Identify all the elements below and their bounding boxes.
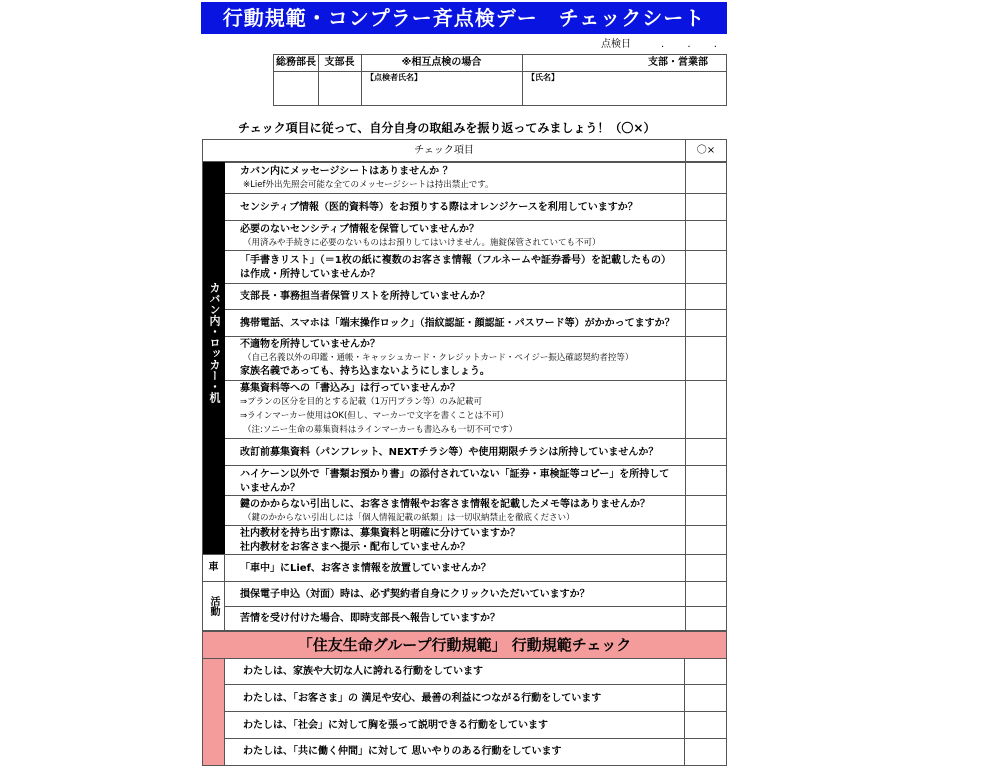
header-ox: 〇× — [685, 140, 726, 162]
approval-header-branch-manager: 支部長 — [324, 57, 355, 68]
ox-cell[interactable] — [685, 380, 726, 438]
ox-cell[interactable] — [685, 554, 726, 581]
approval-header-branch-office: 支部・営業部 — [648, 57, 708, 68]
ox-cell[interactable] — [685, 581, 726, 606]
inspection-date-field[interactable]: . . . — [661, 39, 727, 50]
ox-cell[interactable] — [685, 193, 726, 220]
table-row: 携帯電話、スマホは「端末操作ロック」（指紋認証・顔認証・パスワード等）がかかってますか？ — [225, 309, 685, 336]
table-row: 改訂前募集資料（パンフレット、NEXTチラシ等）や使用期限チラシは所持していませんか？ — [225, 438, 685, 465]
category-car: 車 — [203, 554, 225, 581]
table-row: 不適物を所持していませんか？ （自己名義以外の印鑑・通帳・キャッシュカード・クレジットカード・ペイジー振込確認契約者控等） 家族名義であっても、持ち込まないようにしましょう。 — [225, 336, 685, 380]
ox-cell[interactable] — [685, 250, 726, 283]
table-row: カバン内にメッセージシートはありませんか ？ ※Lief外出先照会可能な全てのメッセージシートは持出禁止です。 — [225, 162, 685, 193]
approval-header-mutual-check: ※相互点検の場合 — [401, 57, 482, 68]
table-row: ハイケーン以外で「書類お預かり書」の添付されていない「証券・車検証等コピー」を所持して いませんか？ — [225, 465, 685, 495]
table-row: 社内教材を持ち出す際は、募集資料と明確に分けていますか？ 社内教材をお客さまへ提示・配布していませんか？ — [225, 525, 685, 554]
ox-cell[interactable] — [685, 606, 726, 630]
list-item: わたしは、家族や大切な人に誇れる行動をしています — [225, 659, 726, 685]
category-bag-locker-desk: カバン内・ロッカー・机 — [203, 162, 225, 554]
table-row: 募集資料等への「書込み」は行っていませんか？ ⇒プランの区分を目的とする記載（1万円プラン等）のみ記載可 ⇒ラインマーカー使用はOK(但し、マーカーで文字を書くことは不可） （注:ソニー生命の募集資料はラインマーカーも書込みも一切不可です） — [225, 380, 685, 438]
ox-cell[interactable] — [685, 220, 726, 250]
checklist-table — [202, 139, 727, 631]
ox-cell[interactable] — [685, 283, 726, 309]
table-row: 「車中」にLief、お客さま情報を放置していませんか？ — [225, 554, 685, 581]
table-row: 苦情を受け付けた場合、即時支部長へ報告していますか？ — [225, 606, 685, 630]
table-row: 支部長・事務担当者保管リストを所持していませんか？ — [225, 283, 685, 309]
inspection-date-label: 点検日 — [601, 39, 631, 50]
table-row: 損保電子申込（対面）時は、必ず契約者自身にクリックいただいていますか？ — [225, 581, 685, 606]
approval-header-general-manager: 総務部長 — [276, 57, 316, 68]
name-label: 【氏名】 — [527, 73, 559, 82]
ox-cell[interactable] — [685, 525, 726, 554]
table-row: 鍵のかからない引出しに、お客さま情報やお客さま情報を記載したメモ等はありませんか？ （鍵のかからない引出しには「個人情報記載の紙類」は一切収納禁止を徹底ください） — [225, 495, 685, 525]
code-of-conduct-table — [224, 659, 727, 766]
list-item: わたしは、「社会」に対して胸を張って説明できる行動をしています — [225, 712, 726, 739]
ox-cell[interactable] — [685, 336, 726, 380]
table-row: センシティブ情報（医的資料等）をお預りする際はオレンジケースを利用していますか？ — [225, 193, 685, 220]
ox-cell[interactable] — [685, 309, 726, 336]
ox-cell[interactable] — [685, 495, 726, 525]
page-title: 行動規範・コンプラー斉点検デー チェックシート — [201, 2, 727, 34]
table-row: 「手書きリスト」（＝1枚の紙に複数のお客さま情報（フルネームや証券番号）を記載したもの） は作成・所持していませんか？ — [225, 250, 685, 283]
instruction-text: チェック項目に従って、自分自身の取組みを振り返ってみましょう！（〇×） — [238, 121, 656, 135]
category-activity: 活動 — [203, 581, 225, 630]
code-of-conduct-side-bar — [202, 659, 224, 766]
code-of-conduct-header: 「住友生命グループ行動規範」 行動規範チェック — [202, 631, 727, 659]
approval-box — [273, 54, 727, 106]
ox-cell[interactable] — [685, 465, 726, 495]
table-header — [203, 140, 726, 162]
table-row: 必要のないセンシティブ情報を保管していませんか？ （用済みや手続きに必要のないものはお預りしてはいけません。施錠保管されていても不可） — [225, 220, 685, 250]
list-item: わたしは、「共に働く仲間」に対して 思いやりのある行動をしています — [243, 746, 562, 757]
ox-cell[interactable] — [685, 438, 726, 465]
inspector-name-label: 【点検者氏名】 — [366, 73, 422, 82]
list-item: わたしは、「お客さま」の 満足や安心、最善の利益につながる行動をしています — [225, 685, 726, 712]
header-check-items: チェック項目 — [414, 145, 474, 156]
ox-cell[interactable] — [685, 162, 726, 193]
